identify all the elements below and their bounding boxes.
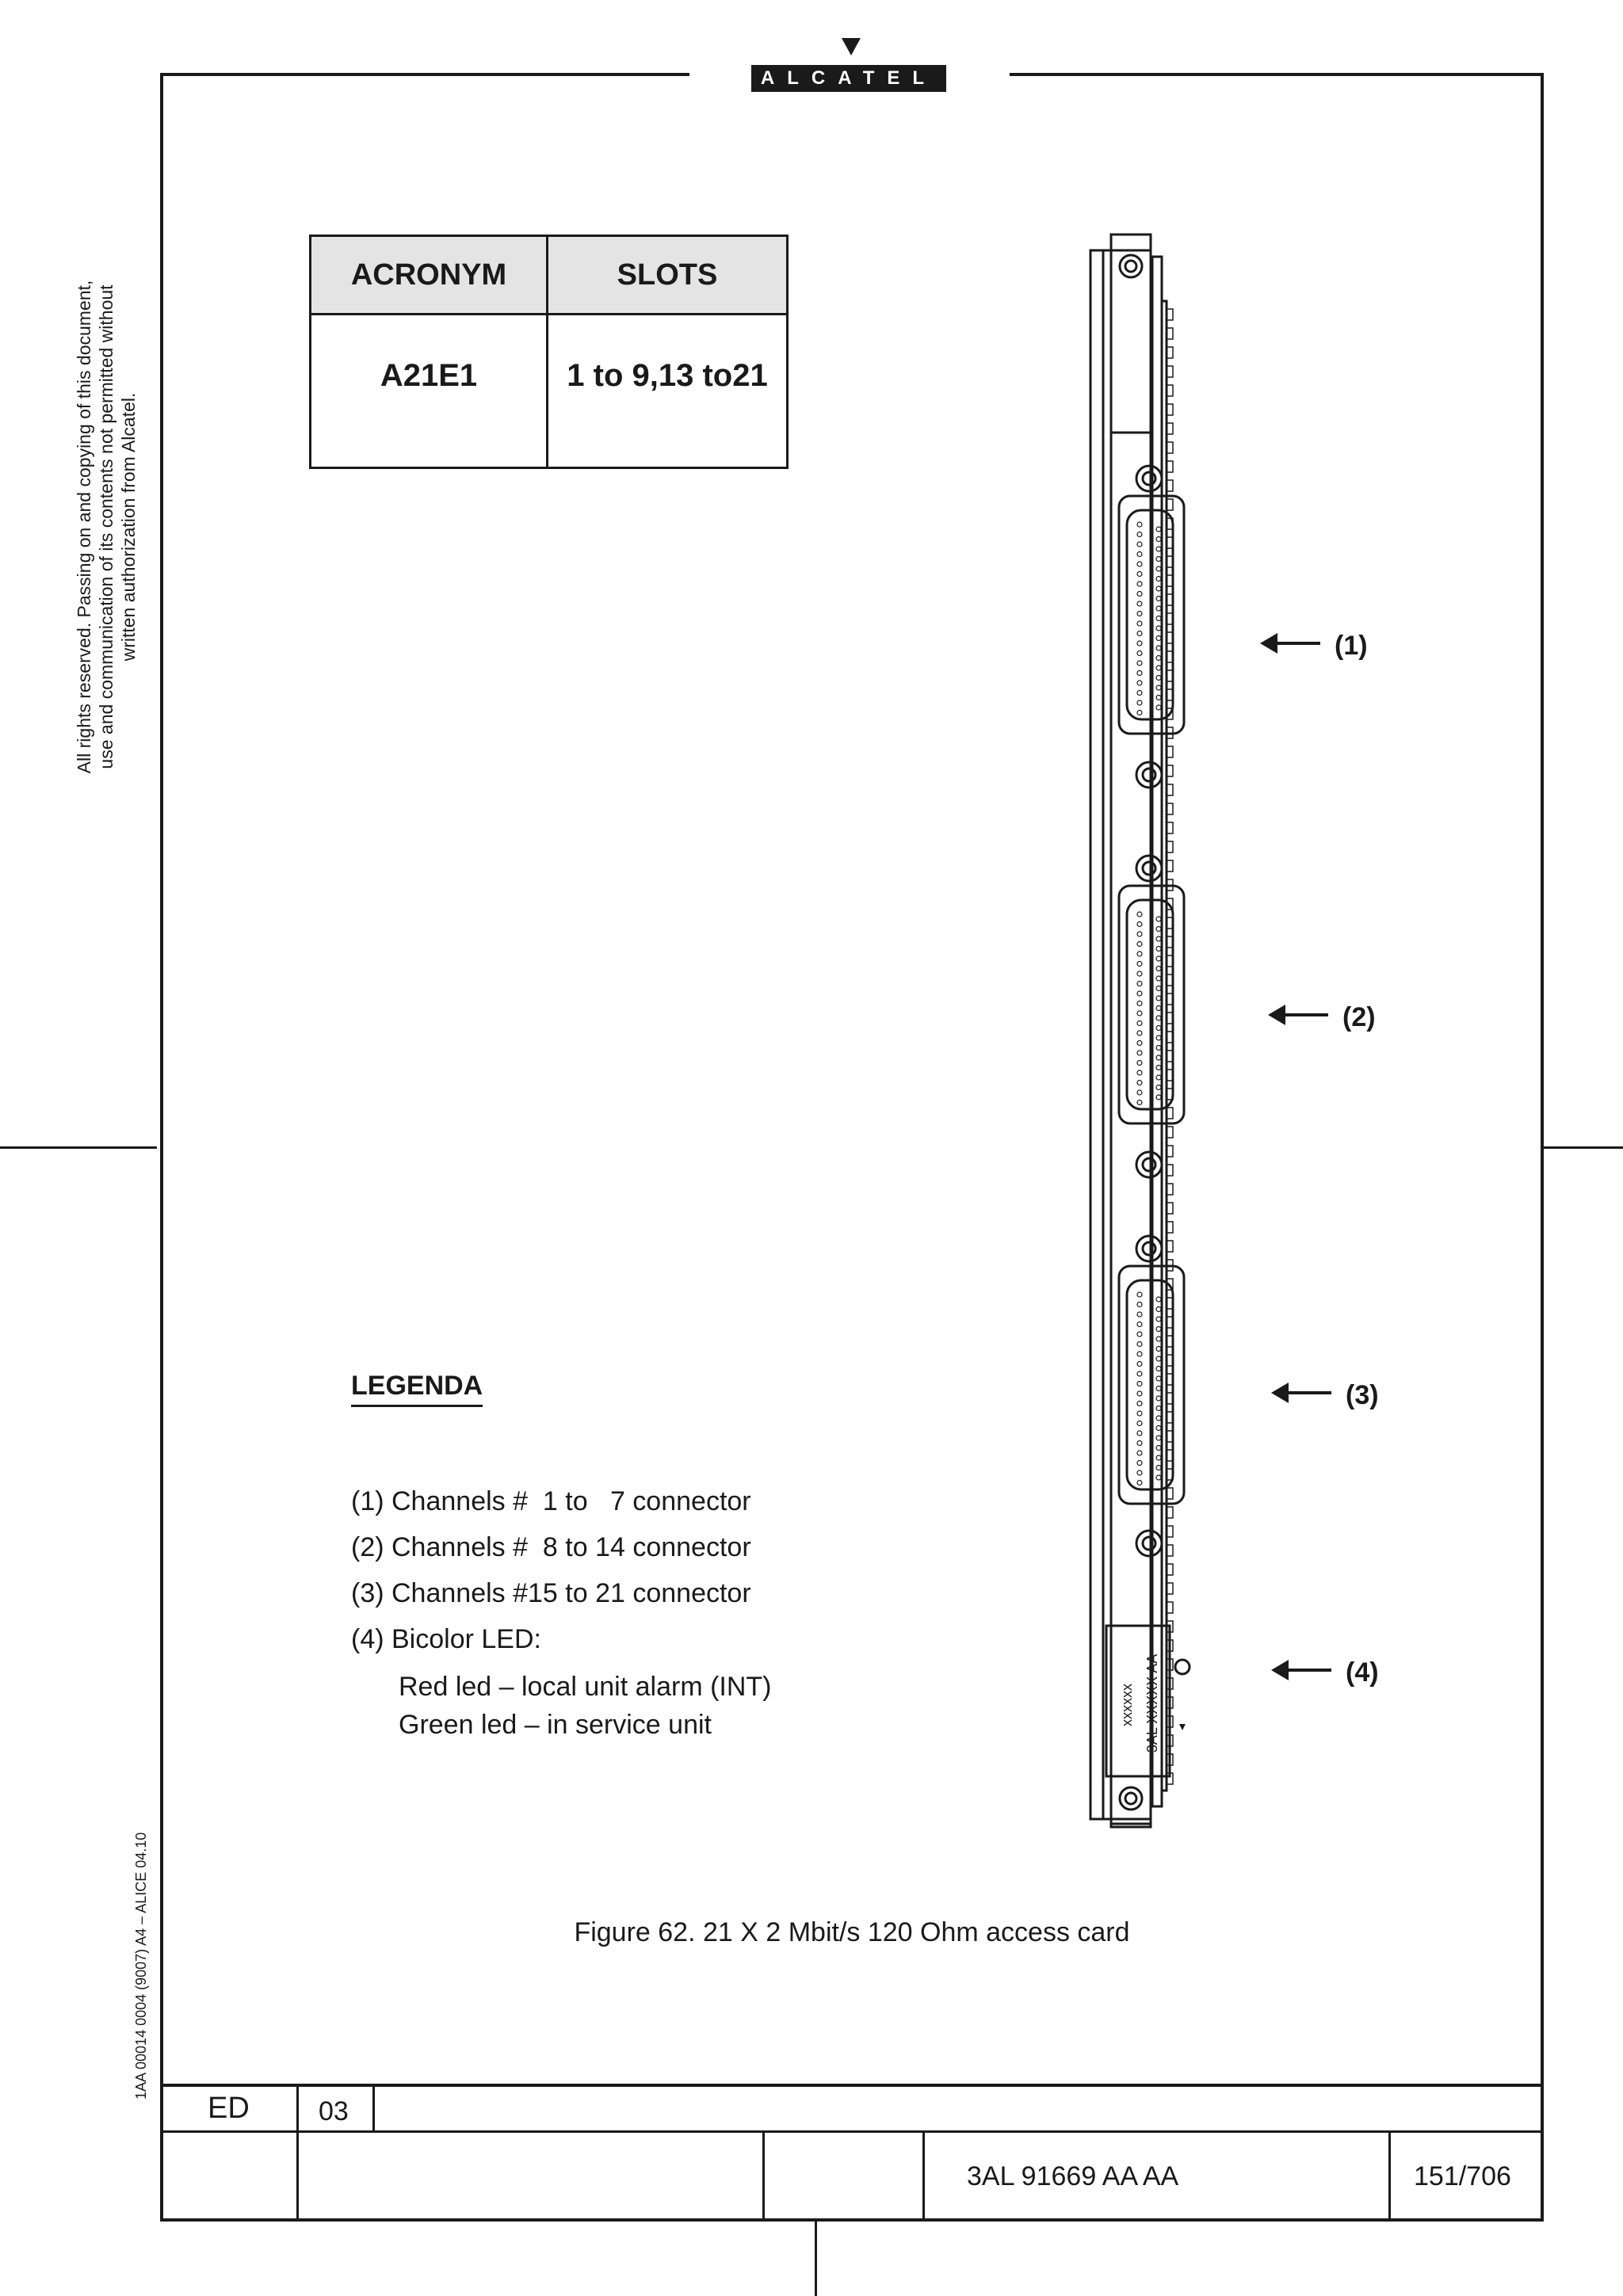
legend-item: (4) Bicolor LED: [351, 1624, 541, 1654]
connector-pin [1156, 586, 1161, 591]
callout-3: (3) [1346, 1380, 1379, 1410]
page-number: 151/706 [1414, 2161, 1511, 2191]
connector-pin [1137, 952, 1142, 956]
title-block-top [160, 2084, 1544, 2087]
logo-marker-icon [842, 38, 861, 55]
connector-pin [1137, 1371, 1142, 1376]
bottom-center-mark [815, 2222, 817, 2296]
connector-pin [1137, 592, 1142, 597]
connector-pin [1156, 1297, 1161, 1302]
connector-pin [1137, 1312, 1142, 1317]
connector-pin [1156, 1327, 1161, 1332]
connector-pin [1156, 646, 1161, 650]
title-block-bottom [160, 2218, 1544, 2222]
connector-pin [1156, 685, 1161, 690]
connector-pin [1156, 947, 1161, 952]
title-block-divider [296, 2084, 299, 2222]
connector-pin [1137, 1302, 1142, 1307]
legend-item: (3) Channels #15 to 21 connector [351, 1578, 751, 1608]
connector-pin [1156, 1376, 1161, 1381]
connector-pin [1156, 986, 1161, 991]
connector-pin [1156, 705, 1161, 710]
connector-pin [1156, 1455, 1161, 1460]
connector-pin [1156, 1406, 1161, 1411]
connector-pin [1137, 991, 1142, 996]
connector-pin [1137, 641, 1142, 646]
legend-item: (2) Channels # 8 to 14 connector [351, 1532, 751, 1562]
callout-4: (4) [1346, 1657, 1379, 1688]
connector-pin [1137, 1481, 1142, 1486]
connector-pin [1137, 1090, 1142, 1095]
connector-pin [1137, 1411, 1142, 1416]
connector-pins [1137, 522, 1161, 1486]
connector-pin [1137, 542, 1142, 547]
callout-arrow-4 [1282, 1669, 1331, 1672]
connector-pin [1137, 1322, 1142, 1327]
connector-pin [1156, 666, 1161, 670]
connector-pin [1156, 1367, 1161, 1371]
copyright-notice: All rights reserved. Passing on and copying of this document, use and communication of its contents not permitted without written authorization from Alcatel. [74, 280, 139, 774]
figure-caption: Figure 62. 21 X 2 Mbit/s 120 Ohm access card [574, 1917, 1130, 1947]
connector-pin [1156, 1337, 1161, 1341]
connector-pin [1156, 1307, 1161, 1312]
connector-pin [1137, 1041, 1142, 1046]
connector-pin [1137, 1081, 1142, 1085]
connector-pin [1137, 1362, 1142, 1367]
connector-pin [1156, 1416, 1161, 1421]
connector-pin [1137, 1352, 1142, 1356]
connector-pin [1156, 976, 1161, 981]
connector-pin [1137, 1001, 1142, 1006]
connector-pin [1137, 621, 1142, 626]
connector-pin [1156, 1317, 1161, 1322]
connector-pin [1137, 1292, 1142, 1297]
card-label-line1: xxxxxx [1119, 1684, 1135, 1726]
connector-pin [1156, 1347, 1161, 1352]
connector-pin [1156, 1066, 1161, 1070]
alcatel-logo: ALCATEL [751, 65, 946, 92]
connector-pin [1137, 552, 1142, 557]
connector-pin [1156, 1006, 1161, 1011]
callout-arrow-3 [1282, 1391, 1331, 1394]
connector-pin [1156, 1446, 1161, 1451]
acronym-value: A21E1 [311, 315, 548, 468]
connector-pin [1137, 1070, 1142, 1075]
callout-2: (2) [1342, 1002, 1376, 1032]
legend-item: Green led – in service unit [399, 1710, 712, 1740]
callout-arrow-2 [1279, 1013, 1328, 1016]
connector-pin [1137, 1461, 1142, 1466]
connector-pin [1156, 1016, 1161, 1020]
connector-pin [1137, 1402, 1142, 1406]
frame-left [160, 73, 163, 2222]
fold-mark-right [1544, 1146, 1623, 1149]
edition-label: ED [208, 2092, 250, 2125]
document-number: 3AL 91669 AA AA [967, 2161, 1179, 2191]
connector-pin [1156, 956, 1161, 961]
connector-pin [1137, 1431, 1142, 1436]
connector-pin [1156, 606, 1161, 611]
title-block-divider [922, 2131, 925, 2220]
connector-pin [1137, 1031, 1142, 1035]
connector-pin [1137, 1332, 1142, 1337]
connector-pin [1156, 1426, 1161, 1431]
connector-pin [1137, 1421, 1142, 1426]
connector-pin [1156, 917, 1161, 921]
connector-pin [1137, 671, 1142, 676]
connector-pin [1137, 1382, 1142, 1386]
connector-pin [1137, 601, 1142, 606]
connector-pin [1137, 1441, 1142, 1446]
title-block-middle [160, 2130, 1544, 2133]
connector-pin [1156, 557, 1161, 562]
connector-pin [1137, 1011, 1142, 1016]
connector-pin [1137, 1391, 1142, 1396]
callout-1: (1) [1335, 631, 1368, 661]
connector-pin [1156, 1396, 1161, 1401]
connector-pin [1137, 1051, 1142, 1055]
connector-pin [1156, 1026, 1161, 1031]
connector-pin [1137, 612, 1142, 616]
connector-pin [1156, 577, 1161, 582]
connector-pin [1137, 631, 1142, 636]
connector-pin [1156, 597, 1161, 601]
slots-header: SLOTS [548, 236, 788, 315]
connector-pin [1156, 547, 1161, 551]
connector-pin [1156, 527, 1161, 532]
connector-pin [1137, 700, 1142, 705]
connector-pin [1137, 1342, 1142, 1347]
connector-pin [1156, 616, 1161, 621]
connector-pin [1137, 572, 1142, 577]
connector-pin [1156, 696, 1161, 700]
connector-pin [1137, 711, 1142, 715]
legend-title: LEGENDA [351, 1371, 483, 1407]
connector-pin [1156, 1046, 1161, 1051]
frame-top-right [1010, 73, 1544, 76]
connector-pin [1137, 1470, 1142, 1475]
form-code: 1AA 00014 0004 (9007) A4 – ALICE 04.10 [133, 1832, 149, 2100]
connector-pin [1156, 656, 1161, 661]
connector-pin [1137, 1021, 1142, 1026]
connector-pin [1156, 1356, 1161, 1361]
connector-pin [1156, 1075, 1161, 1080]
connector-pin [1137, 932, 1142, 936]
connector-pin [1156, 676, 1161, 681]
connector-pin [1156, 1055, 1161, 1060]
acronym-table [309, 235, 789, 469]
connector-pin [1137, 651, 1142, 656]
connector-pin [1137, 562, 1142, 566]
callout-arrow-1 [1271, 642, 1320, 645]
connector-pin [1156, 927, 1161, 932]
connector-pin [1137, 1061, 1142, 1066]
access-card-drawing [1078, 230, 1236, 1830]
connector-pin [1156, 1466, 1161, 1470]
connector-pin [1137, 912, 1142, 917]
connector-pin [1137, 582, 1142, 586]
legend-item: Red led – local unit alarm (INT) [399, 1672, 772, 1702]
frame-top-left [160, 73, 689, 76]
connector-pin [1156, 1475, 1161, 1480]
connector-pin [1137, 522, 1142, 527]
connector-pin [1156, 1095, 1161, 1100]
connector-pin [1156, 1436, 1161, 1440]
connector-pin [1156, 996, 1161, 1001]
connector-pin [1137, 532, 1142, 537]
card-label-line2: 3AL XXXXX AA [1144, 1653, 1160, 1753]
connector-pin [1137, 962, 1142, 967]
connector-pin [1156, 1035, 1161, 1040]
connector-pin [1137, 661, 1142, 666]
connector-pin [1156, 1085, 1161, 1090]
connector-pin [1137, 691, 1142, 696]
acronym-header: ACRONYM [311, 236, 548, 315]
connector-pin [1137, 971, 1142, 976]
connector-pin [1156, 566, 1161, 571]
connector-pin [1156, 936, 1161, 941]
connector-pin [1137, 1100, 1142, 1105]
connector-pin [1137, 922, 1142, 927]
connector-pin [1137, 982, 1142, 986]
connector-pin [1156, 967, 1161, 971]
fold-mark-left [0, 1146, 157, 1149]
connector-pin [1137, 942, 1142, 947]
connector-pin [1137, 1451, 1142, 1455]
connector-pin [1156, 1386, 1161, 1391]
title-block-divider [1388, 2131, 1391, 2220]
slots-value: 1 to 9,13 to21 [548, 315, 788, 468]
connector-pin [1137, 681, 1142, 685]
connector-pin [1156, 636, 1161, 641]
connector-pin [1156, 537, 1161, 542]
legend-item: (1) Channels # 1 to 7 connector [351, 1486, 751, 1516]
edition-value: 03 [319, 2096, 349, 2126]
title-block-divider [762, 2131, 765, 2220]
title-block-divider [372, 2085, 375, 2131]
connector-pin [1156, 626, 1161, 631]
